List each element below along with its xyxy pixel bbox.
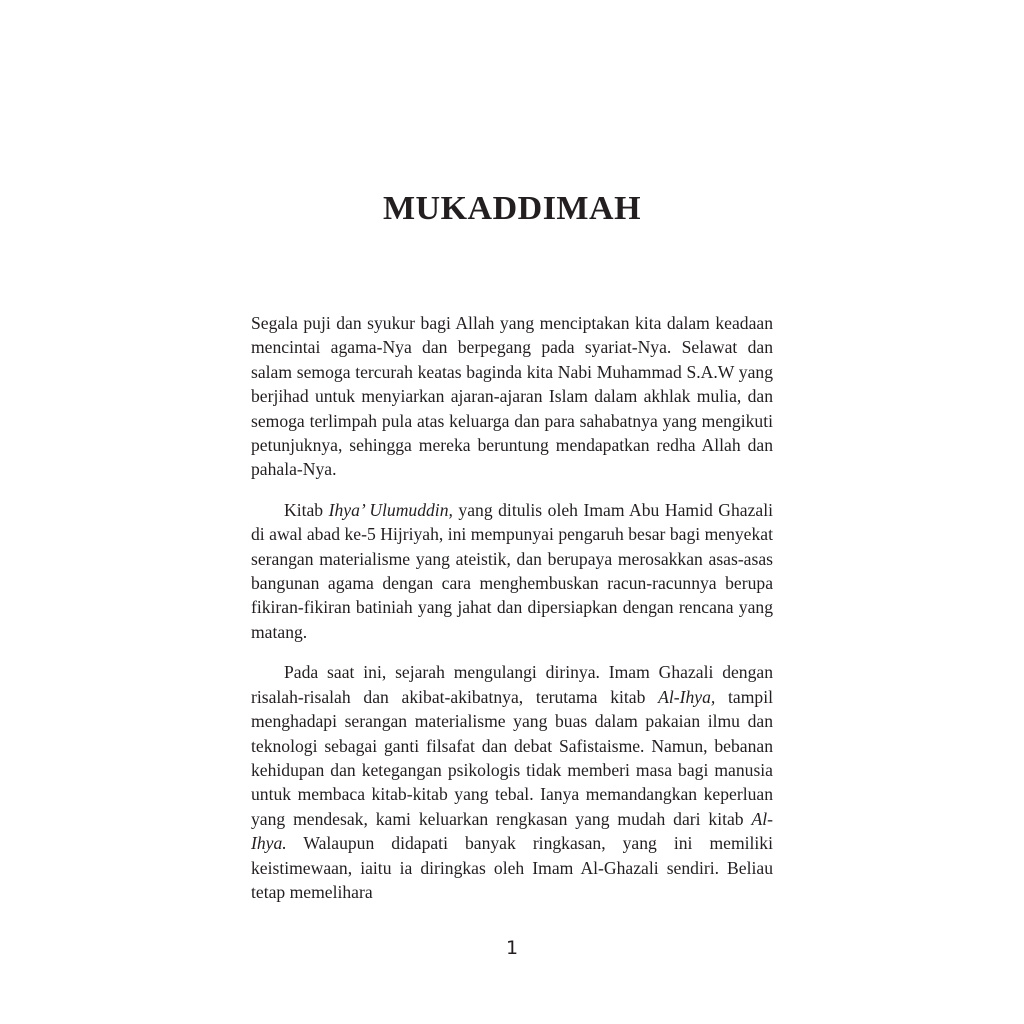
paragraph-2-segment-1: Kitab	[284, 499, 329, 520]
paragraph-3	[251, 660, 773, 904]
page-number: 1	[505, 937, 519, 959]
page-title: MUKADDIMAH	[382, 190, 642, 227]
paragraph-2-segment-3: yang ditulis oleh Imam Abu Hamid Ghazali di awal abad ke-5 Hijriyah, ini mempunyai pengaruh besar bagi menyekat serangan materialisme yang ateistik, dan berupaya merosakkan asas-asas bangunan agama dengan cara menghembuskan racun-racunnya berupa fikiran-fikiran batiniah yang jahat dan dipersiapkan dengan rencana yang matang.	[251, 499, 773, 642]
book-title-al-ihya-2: Al-Ihya.	[251, 808, 773, 854]
paragraph-1	[251, 311, 773, 482]
paragraph-1-segment-1: Segala puji dan syukur bagi Allah yang menciptakan kita dalam keadaan mencintai agama-Nya dan berpegang pada syariat-Nya. Selawat dan salam semoga tercurah keatas baginda kita Nabi Muhammad S.A.W yang berjihad untuk menyiarkan ajaran-ajaran Islam dalam akhlak mulia, dan semoga terlimpah pula atas keluarga dan para sahabatnya yang mengikuti petunjuknya, sehingga mereka beruntung mendapatkan redha Allah dan pahala-Nya.	[251, 313, 773, 480]
paragraph-3-segment-3: tampil menghadapi serangan materialisme yang buas dalam pakaian ilmu dan teknologi sebagai ganti filsafat dan debat Safistaisme. Namun, bebanan kehidupan dan ketegangan psikologis tidak memberi masa bagi manusia untuk membaca kitab-kitab yang tebal. Ianya memandangkan keperluan yang mendesak, kami keluarkan rengkasan yang mudah dari kitab	[251, 686, 773, 829]
paragraph-2	[251, 498, 773, 644]
book-title-ihya-ulumuddin: Ihya’ Ulumuddin,	[328, 499, 453, 520]
book-title-al-ihya: Al-Ihya,	[658, 686, 716, 707]
body-text	[251, 311, 773, 920]
paragraph-3-segment-1: Pada saat ini, sejarah mengulangi dirinya. Imam Ghazali dengan risalah-risalah dan akibat-akibatnya, terutama kitab	[251, 662, 773, 707]
paragraph-3-segment-5: Walaupun didapati banyak ringkasan, yang ini memiliki keistimewaan, iaitu ia diringkas oleh Imam Al-Ghazali sendiri. Beliau tetap memelihara	[251, 833, 773, 902]
